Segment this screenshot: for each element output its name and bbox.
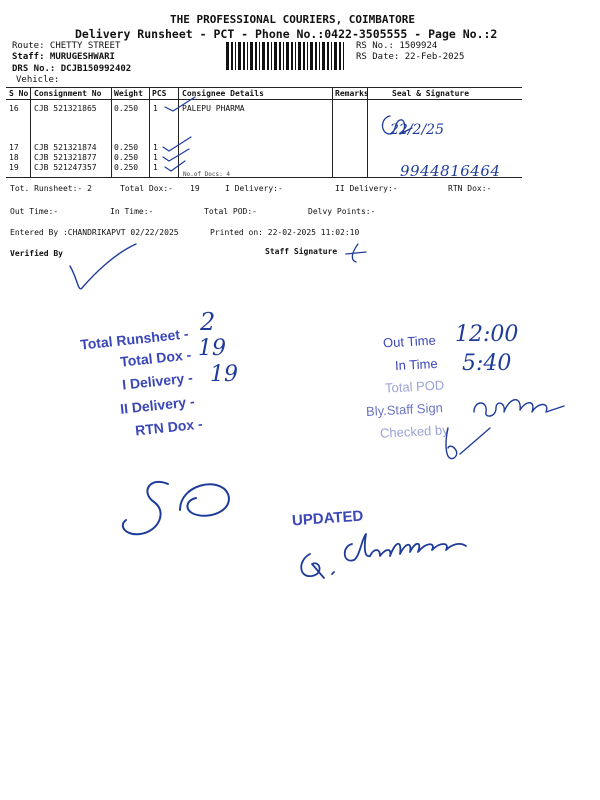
barcode (226, 42, 348, 70)
col-remarks: Remarks (335, 89, 369, 98)
row-pcs: 1 (153, 153, 158, 162)
barcode-bar (291, 42, 293, 70)
tick-marks (155, 95, 215, 175)
row-weight: 0.250 (114, 104, 139, 113)
handwritten-total-runsheet: 2 (200, 308, 216, 336)
col-consignee: Consignee Details (182, 89, 264, 98)
barcode-bar (334, 42, 337, 70)
barcode-bar (235, 42, 236, 70)
stamp-rtn-dox: RTN Dox - (134, 415, 204, 439)
stamp-i-delivery: I Delivery - (121, 369, 194, 393)
barcode-bar (283, 42, 284, 70)
checked-by-mark (440, 418, 500, 468)
barcode-bar (303, 42, 305, 70)
seal-date: 22/2/25 (390, 122, 444, 138)
row-consignee: PALEPU PHARMA (182, 104, 245, 113)
staff-signature: Staff Signature (265, 247, 338, 256)
summary-delvy-points: Delvy Points:- (308, 207, 376, 216)
staff: Staff: MURUGESHWARI (12, 52, 115, 62)
updated-stamp: UPDATED (291, 507, 364, 530)
barcode-bar (322, 42, 325, 70)
updated-signature (290, 520, 480, 590)
vehicle: Vehicle: (16, 75, 60, 85)
barcode-bar (315, 42, 317, 70)
row-consignment: CJB 521321877 (34, 153, 97, 162)
summary-total-dox: Total Dox:- (120, 184, 173, 193)
verified-by: Verified By (10, 249, 63, 258)
seal-phone: 9944816464 (400, 162, 501, 180)
company-title: THE PROFESSIONAL COURIERS, COIMBATORE (170, 13, 416, 26)
stamp-out-time: Out Time (382, 332, 437, 351)
handwritten-in-time: 5:40 (462, 351, 512, 376)
barcode-bar (259, 42, 260, 70)
barcode-bar (238, 42, 241, 70)
row-weight: 0.250 (114, 163, 139, 172)
barcode-bar (226, 42, 229, 70)
stamp-total-runsheet: Total Runsheet - (79, 325, 190, 353)
summary-ii-delivery: II Delivery:- (335, 184, 398, 193)
stamp-bly-staff-sign: Bly.Staff Sign (365, 399, 444, 420)
entered-by: Entered By :CHANDRIKAPVT 02/22/2025 (10, 228, 179, 237)
stamp-checked-by: Checked by (379, 422, 450, 441)
row-consignment: CJB 521321865 (34, 104, 97, 113)
barcode-bar (274, 42, 277, 70)
drs-no: DRS No.: DCJB150992402 (12, 64, 132, 74)
row-pcs: 1 (153, 163, 158, 172)
row-sno: 18 (9, 153, 19, 162)
barcode-bar (343, 42, 344, 70)
row-pcs: 1 (153, 104, 158, 113)
barcode-bar (331, 42, 332, 70)
row-pcs: 1 (153, 143, 158, 152)
stamp-total-dox: Total Dox - (119, 346, 192, 370)
stamp-in-time: In Time (394, 355, 438, 374)
handwritten-out-time: 12:00 (455, 322, 519, 347)
barcode-bar (247, 42, 248, 70)
row-consignment: CJB 521321874 (34, 143, 97, 152)
row-sno: 16 (9, 104, 19, 113)
barcode-bar (307, 42, 308, 70)
staff-signature-mark (342, 242, 372, 264)
barcode-bar (271, 42, 272, 70)
barcode-bar (339, 42, 341, 70)
rs-date: RS Date: 22-Feb-2025 (356, 52, 465, 62)
col-pcs: PCS (152, 89, 167, 98)
summary-total-pod: Total POD:- (204, 207, 257, 216)
large-signature (110, 470, 250, 550)
summary-total-runsheet: Tot. Runsheet:- 2 (10, 184, 92, 193)
barcode-bar (295, 42, 296, 70)
barcode-bar (231, 42, 233, 70)
summary-i-delivery: I Delivery:- (225, 184, 283, 193)
barcode-bar (327, 42, 329, 70)
barcode-bar (319, 42, 320, 70)
printed-on: Printed on: 22-02-2025 11:02:10 (210, 228, 360, 237)
handwritten-i-delivery: 19 (210, 362, 238, 387)
col-consignment: Consignment No (34, 89, 102, 98)
rs-no: RS No.: 1509924 (356, 41, 438, 51)
barcode-bar (243, 42, 245, 70)
row-weight: 0.250 (114, 153, 139, 162)
summary-in-time: In Time:- (110, 207, 154, 216)
barcode-bar (279, 42, 281, 70)
barcode-bar (262, 42, 265, 70)
route: Route: CHETTY STREET (12, 41, 121, 51)
no-of-docs: No.of Docs: 4 (183, 171, 230, 178)
row-sno: 17 (9, 143, 19, 152)
col-weight: Weight (114, 89, 143, 98)
col-sno: S No (9, 89, 29, 98)
stamp-ii-delivery: II Delivery - (119, 393, 196, 417)
runsheet-subtitle: Delivery Runsheet - PCT - Phone No.:0422-3505555 - Page No.:2 (75, 27, 498, 41)
barcode-bar (255, 42, 257, 70)
barcode-bar (298, 42, 301, 70)
barcode-bar (267, 42, 269, 70)
handwritten-total-dox: 19 (198, 336, 226, 361)
stamp-total-pod: Total POD (384, 377, 445, 396)
barcode-bar (250, 42, 253, 70)
verified-check-mark (64, 240, 144, 300)
barcode-bar (286, 42, 289, 70)
col-seal-signature: Seal & Signature (392, 89, 470, 98)
barcode-bar (310, 42, 313, 70)
row-sno: 19 (9, 163, 19, 172)
summary-out-time: Out Time:- (10, 207, 59, 216)
summary-total-dox-value: 19 (190, 184, 200, 193)
row-weight: 0.250 (114, 143, 139, 152)
row-consignment: CJB 521247357 (34, 163, 97, 172)
summary-rtn-dox: RTN Dox:- (448, 184, 492, 193)
